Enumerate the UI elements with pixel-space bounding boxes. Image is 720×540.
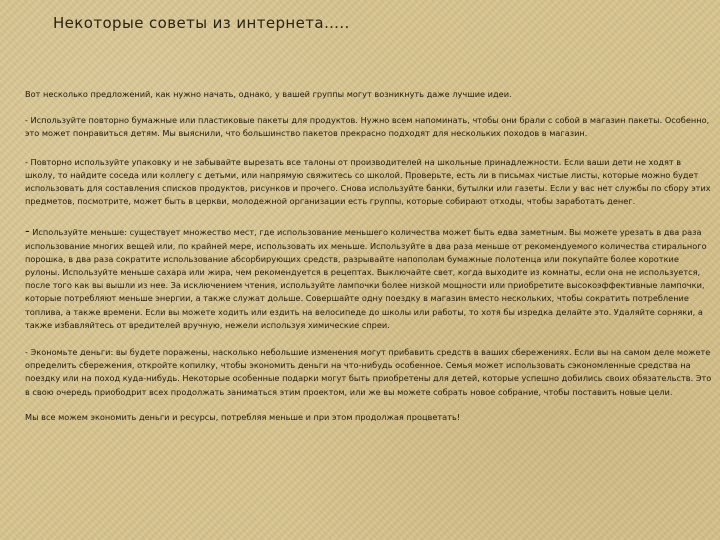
tip-reuse-packaging: - Повторно используйте упаковку и не забывайте вырезать все талоны от производителей на школьные принадлежности. Если ваши дети не ходят в школу, то найдите соседа или коллегу с детьми, или напрямую свяжитесь со школой. Проверьте, есть ли в письмах чистые листы, которые можно будет использовать для составления списков продуктов, рисунков и прочего. Снова используйте банки, бутылки или газеты. Если у вас нет службы по сбору этих предметов, посмотрите, может быть в церкви, молодежной организации есть группы, которые собирают отходы, чтобы заработать денег. bbox=[25, 156, 711, 207]
closing-paragraph: Мы все можем экономить деньги и ресурсы, потребляя меньше и при этом продолжая процветать! bbox=[25, 411, 461, 422]
tip-reuse-bags: - Используйте повторно бумажные или пластиковые пакеты для продуктов. Нужно всем напоминать, чтобы они брали с собой в магазин пакеты. Особенно, это может понравиться детям. Мы выяснили, что большинство пакетов прекрасно подходят для нескольких походов в магазин. bbox=[25, 115, 710, 139]
slide-title: Некоторые советы из интернета….. bbox=[53, 14, 350, 32]
intro-paragraph: Вот несколько предложений, как нужно начать, однако, у вашей группы могут возникнуть даже лучшие идеи. bbox=[25, 89, 512, 99]
tip-save-money: - Экономьте деньги: вы будете поражены, насколько небольшие изменения могут прибавить средств в ваших сбережениях. Если вы на самом деле можете определить сбережения, откройте копилку, чтобы экономить деньги на что-нибудь особенное. Семья может использовать сэкономленные средства на поездку или на поход куда-нибудь. Некоторые особенные подарки могут быть приобретены для детей, которые успешно добились своих обязательств. Это в свою очередь приободрит всех продолжать заниматься этим проектом, или же вы можете собрать новое собрание, чтобы поставить новые цели. bbox=[25, 347, 712, 397]
bullet-dash: - bbox=[25, 224, 30, 240]
content-body bbox=[25, 88, 713, 424]
tip-use-less bbox=[25, 225, 713, 332]
tip-use-less-text: Используйте меньше: существует множество мест, где использование меньшего количества может быть едва заметным. Вы можете урезать в два раза использование многих вещей или, по крайней мере, использовать их меньше. Используйте в два раза меньше от рекомендуемого количества стирального порошка, в два раза сократите использование абсорбирующих средств, разрывайте напополам бумажные полотенца или покупайте более короткие рулоны. Используйте меньше сахара или жира, чем рекомендуется в рецептах. Выключайте свет, когда выходите из комнаты, если она не используется, после того как вы вышли из нее. За исключением чтения, используйте лампочки более низкой мощности или приобретите высокоэффективные лампочки, которые потребляют меньше энергии, а также служат дольше. Совершайте одну поездку в магазин вместо нескольких, чтобы сократить потребление топлива, а также времени. Если вы можете ходить или ездить на велосипеде до школы или работы, то хотя бы изредка делайте это. Удаляйте сорняки, а также избавляйтесь от вредителей вручную, нежели используя химические спреи. bbox=[25, 227, 707, 330]
